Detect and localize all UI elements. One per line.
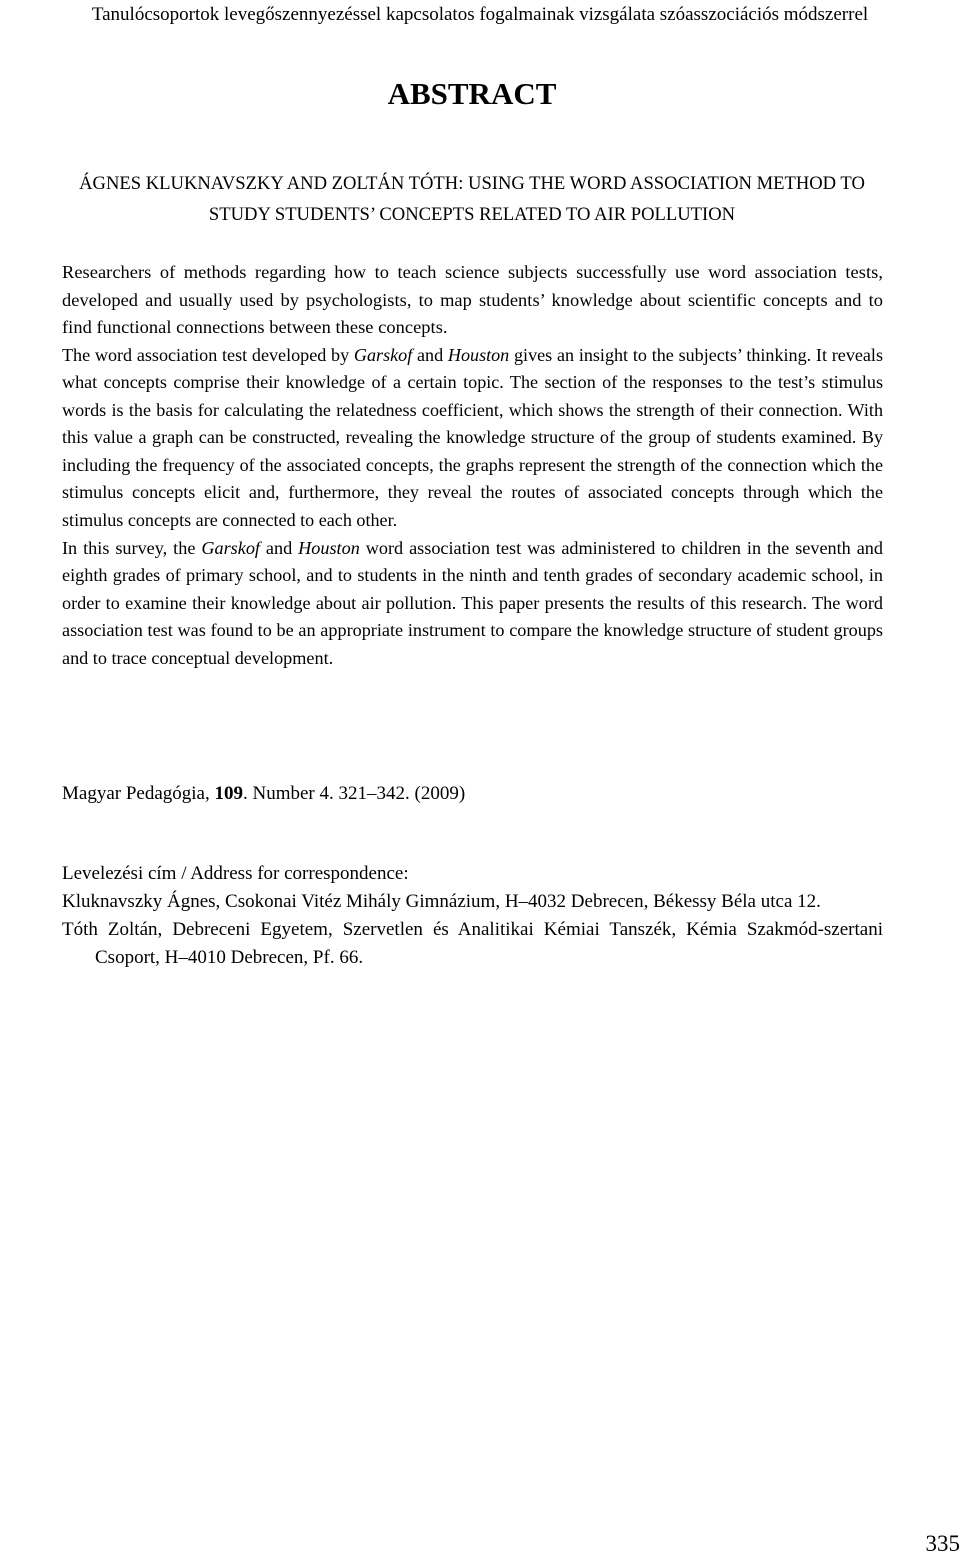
citation-journal: Magyar Pedagógia, (62, 783, 215, 804)
article-authors-title (0, 168, 944, 230)
p3-text-before: In this survey, the (62, 537, 202, 558)
abstract-paragraph-3 (62, 535, 883, 673)
page-number: 335 (925, 1531, 960, 1556)
citation-volume: 109 (214, 783, 243, 804)
correspondence-entry-2: Tóth Zoltán, Debreceni Egyetem, Szervetlen és Analitikai Kémiai Tanszék, Kémia Szakmód-szertani Csoport, H–4010 Debrecen, Pf. 66. (62, 919, 883, 968)
p3-text-after: word association test was administered to children in the seventh and eighth grades of primary school, and to students in the ninth and tenth grades of secondary academic school, in order to examine their knowledge about air pollution. This paper presents the results of this research. The word association test was found to be an appropriate instrument to compare the knowledge structure of student groups and to trace conceptual development. (62, 537, 883, 669)
p3-text-mid: and (259, 537, 299, 558)
correspondence-block (62, 860, 883, 972)
correspondence-entry-1: Kluknavszky Ágnes, Csokonai Vitéz Mihály Gimnázium, H–4032 Debrecen, Békessy Béla utca 12. (62, 891, 821, 912)
abstract-paragraph-1-text: Researchers of methods regarding how to teach science subjects successfully use word association tests, developed and usually used by psychologists, to map students’ knowledge about scientific concepts and to find functional connections between these concepts. (62, 262, 883, 337)
citation-details: . Number 4. 321–342. (2009) (242, 783, 466, 804)
p2-text-mid: and (412, 344, 448, 365)
journal-citation (62, 780, 465, 808)
p2-text-before: The word association test developed by (62, 344, 354, 365)
authors-line-2: STUDY STUDENTS’ CONCEPTS RELATED TO AIR POLLUTION (208, 204, 736, 225)
abstract-body (62, 259, 883, 673)
p2-author-garskof: Garskof (353, 344, 413, 365)
p2-text-after: gives an insight to the subjects’ thinking. It reveals what concepts comprise their knowledge of a certain topic. The section of the responses to the test’s stimulus words is the basis for calculating the relatedness coefficient, which shows the strength of their connection. With this value a graph can be constructed, revealing the knowledge structure of the group of students examined. By including the frequency of the associated concepts, the graphs represent the strength of the connection which the stimulus concepts elicit and, furthermore, they reveal the routes of associated concepts through which the stimulus concepts are connected to each other. (62, 344, 883, 531)
abstract-paragraph-1 (62, 259, 883, 342)
p2-author-houston: Houston (447, 344, 510, 365)
abstract-paragraph-2 (62, 342, 883, 535)
page-title: ABSTRACT (387, 76, 557, 111)
p3-author-garskof: Garskof (201, 537, 260, 558)
p3-author-houston: Houston (298, 537, 360, 558)
running-head: Tanulócsoportok levegőszennyezéssel kapcsolatos fogalmainak vizsgálata szóasszociációs módszerrel (91, 4, 869, 25)
authors-line-1: ÁGNES KLUKNAVSZKY AND ZOLTÁN TÓTH: USING THE WORD ASSOCIATION METHOD TO (79, 173, 865, 194)
correspondence-heading: Levelezési cím / Address for correspondence: (62, 863, 409, 884)
